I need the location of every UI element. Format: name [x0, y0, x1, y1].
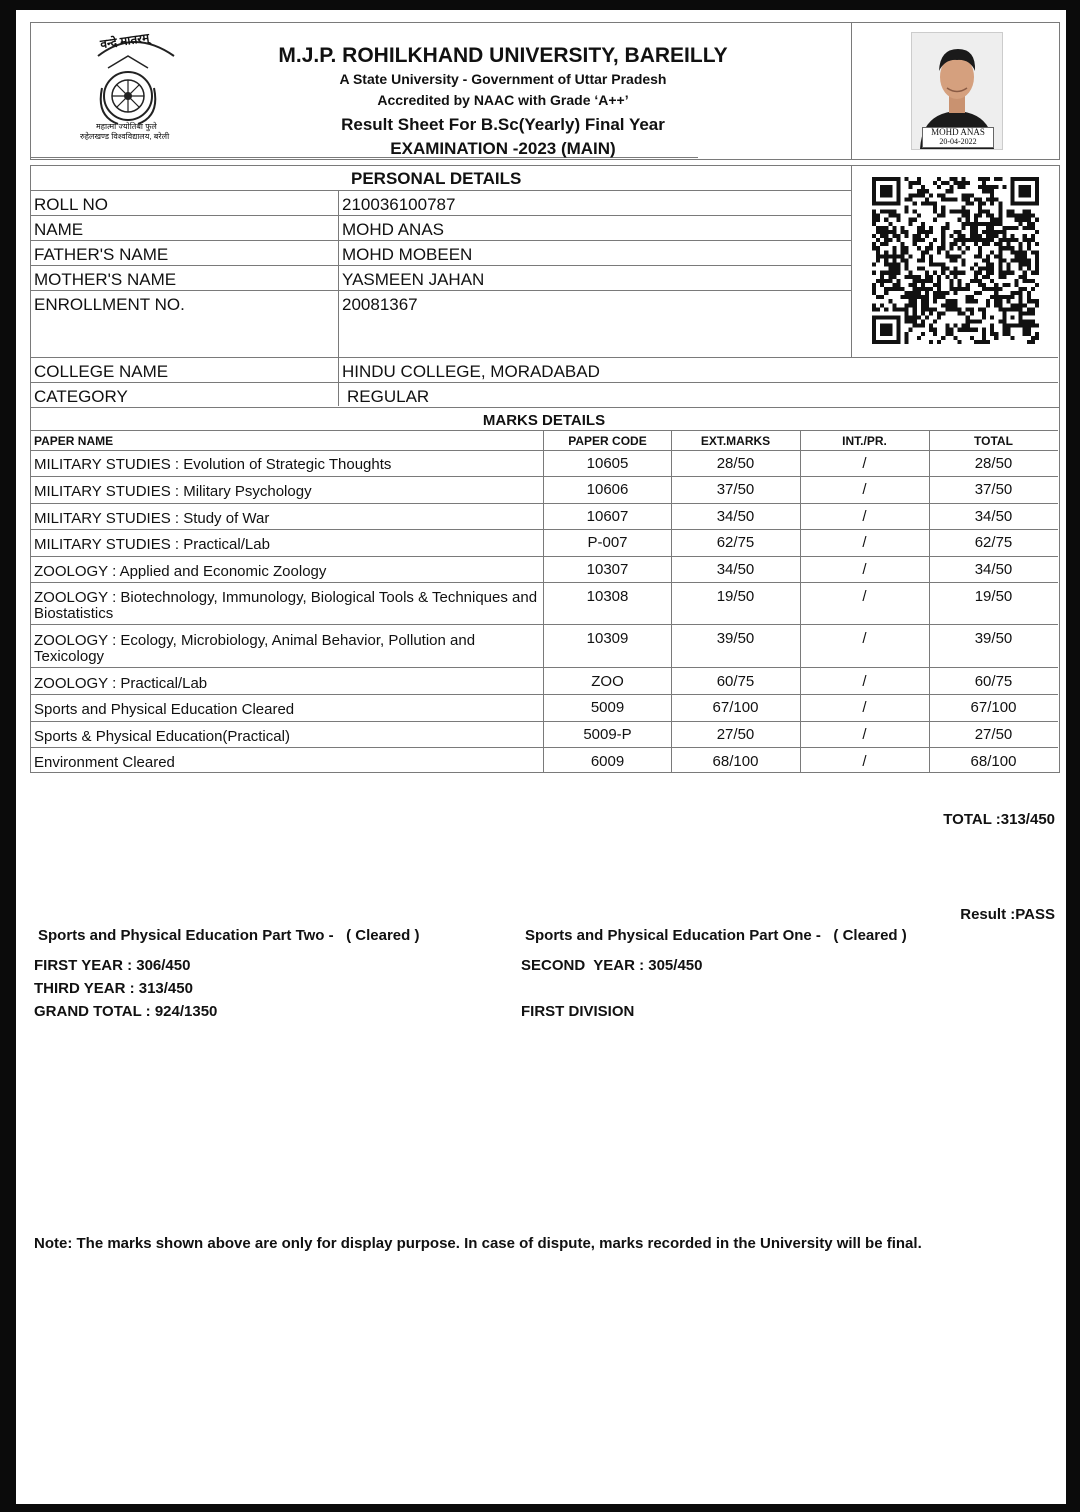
table-row-paper-name: ZOOLOGY : Ecology, Microbiology, Animal Behavior, Pollution and Texicology: [34, 632, 476, 665]
college-name-label: COLLEGE NAME: [34, 362, 169, 381]
table-row-paper-code: 5009-P: [583, 726, 632, 743]
table-row-total: 39/50: [974, 630, 1013, 647]
table-row-total: 34/50: [974, 508, 1013, 525]
table-row-ext-marks: 19/50: [716, 588, 755, 605]
father-name-label: FATHER'S NAME: [34, 245, 169, 264]
overall-total: TOTAL :313/450: [943, 811, 1055, 828]
col-header-int-pr: INT./PR.: [842, 434, 887, 448]
table-row-int-pr: /: [862, 455, 867, 472]
table-row-paper-code: ZOO: [591, 673, 624, 690]
table-row-ext-marks: 34/50: [716, 508, 755, 525]
personal-details-title: PERSONAL DETAILS: [351, 169, 522, 188]
table-row-paper-name: MILITARY STUDIES : Evolution of Strategic Thoughts: [34, 456, 392, 473]
first-year-marks: FIRST YEAR : 306/450: [34, 957, 191, 974]
table-row-ext-marks: 62/75: [716, 534, 755, 551]
father-name-value: MOHD MOBEEN: [342, 245, 473, 264]
table-row-paper-name: Sports & Physical Education(Practical): [34, 728, 290, 745]
roll-no-label: ROLL NO: [34, 195, 109, 214]
result-status: Result :PASS: [960, 906, 1055, 923]
table-row-total: 37/50: [974, 481, 1013, 498]
table-row-paper-code: P-007: [587, 534, 628, 551]
table-row-paper-code: 10607: [586, 508, 629, 525]
name-label: NAME: [34, 220, 84, 239]
table-row-paper-code: 10308: [586, 588, 629, 605]
table-row-paper-code: 10606: [586, 481, 629, 498]
qr-code: [872, 177, 1039, 344]
table-row-int-pr: /: [862, 588, 867, 605]
grand-total: GRAND TOTAL : 924/1350: [34, 1003, 218, 1020]
table-row-total: 67/100: [970, 699, 1017, 716]
table-row-int-pr: /: [862, 481, 867, 498]
second-year-marks: SECOND YEAR : 305/450: [521, 957, 703, 974]
table-row-total: 62/75: [974, 534, 1013, 551]
college-name-value: HINDU COLLEGE, MORADABAD: [342, 362, 600, 381]
sports-part-two-status: Sports and Physical Education Part Two - ( Cleared ): [38, 927, 420, 944]
enrollment-value: 20081367: [342, 295, 418, 314]
table-row-ext-marks: 60/75: [716, 673, 755, 690]
table-row-total: 27/50: [974, 726, 1013, 743]
table-row-paper-name: MILITARY STUDIES : Study of War: [34, 510, 270, 527]
sheet-title: Result Sheet For B.Sc(Yearly) Final Year: [341, 115, 665, 134]
table-row-paper-name: MILITARY STUDIES : Military Psychology: [34, 483, 312, 500]
table-row-paper-name: Environment Cleared: [34, 754, 175, 771]
roll-no-value: 210036100787: [342, 195, 456, 214]
table-row-total: 19/50: [974, 588, 1013, 605]
logo-caption-line2: रुहेलखण्ड विश्वविद्यालय, बरेली: [80, 132, 170, 141]
mother-name-value: YASMEEN JAHAN: [342, 270, 485, 289]
category-value: REGULAR: [347, 387, 430, 406]
table-row-ext-marks: 67/100: [712, 699, 759, 716]
marks-details-title: MARKS DETAILS: [482, 412, 606, 429]
table-row-int-pr: /: [862, 534, 867, 551]
disclaimer-note: Note: The marks shown above are only for display purpose. In case of dispute, marks recorded in the University will be final.: [34, 1235, 922, 1252]
table-row-total: 68/100: [970, 753, 1017, 770]
col-header-total: TOTAL: [974, 434, 1013, 448]
table-row-paper-name: Sports and Physical Education Cleared: [34, 701, 295, 718]
col-header-ext-marks: EXT.MARKS: [700, 434, 771, 448]
division: FIRST DIVISION: [521, 1003, 635, 1020]
table-row-paper-name: ZOOLOGY : Practical/Lab: [34, 675, 208, 692]
table-row-ext-marks: 37/50: [716, 481, 755, 498]
table-row-int-pr: /: [862, 508, 867, 525]
naac-line: Accredited by NAAC with Grade ‘A++’: [377, 92, 629, 108]
table-row-paper-name: ZOOLOGY : Applied and Economic Zoology: [34, 563, 327, 580]
table-row-paper-code: 5009: [590, 699, 625, 716]
col-header-paper-code: PAPER CODE: [568, 434, 647, 448]
table-row-ext-marks: 27/50: [716, 726, 755, 743]
third-year-marks: THIRD YEAR : 313/450: [34, 980, 193, 997]
exam-title: EXAMINATION -2023 (MAIN): [390, 139, 616, 158]
table-row-paper-code: 6009: [590, 753, 625, 770]
category-label: CATEGORY: [34, 387, 128, 406]
table-row-int-pr: /: [862, 753, 867, 770]
state-line: A State University - Government of Uttar Pradesh: [339, 71, 667, 87]
logo-top-text: वन्दे मातरम्: [99, 30, 151, 52]
photo-caption-name: MOHD ANAS: [931, 127, 985, 137]
table-row-paper-code: 10307: [586, 561, 629, 578]
table-row-paper-name: MILITARY STUDIES : Practical/Lab: [34, 536, 270, 553]
enrollment-label: ENROLLMENT NO.: [34, 295, 185, 314]
table-row-int-pr: /: [862, 630, 867, 647]
photo-caption-date: 20-04-2022: [939, 137, 977, 146]
table-row-int-pr: /: [862, 726, 867, 743]
table-row-ext-marks: 28/50: [716, 455, 755, 472]
table-row-total: 28/50: [974, 455, 1013, 472]
col-header-paper-name: PAPER NAME: [34, 434, 114, 448]
table-row-paper-code: 10309: [586, 630, 629, 647]
university-name: M.J.P. ROHILKHAND UNIVERSITY, BAREILLY: [278, 44, 728, 67]
table-row-total: 60/75: [974, 673, 1013, 690]
table-row-int-pr: /: [862, 561, 867, 578]
table-row-ext-marks: 39/50: [716, 630, 755, 647]
mother-name-label: MOTHER'S NAME: [34, 270, 177, 289]
table-row-ext-marks: 34/50: [716, 561, 755, 578]
sports-part-one-status: Sports and Physical Education Part One - ( Cleared ): [525, 927, 907, 944]
table-row-total: 34/50: [974, 561, 1013, 578]
table-row-paper-name: ZOOLOGY : Biotechnology, Immunology, Biological Tools & Techniques and Biostatistics: [34, 589, 538, 622]
logo-caption-line1: महात्मा ज्योतिबा फुले: [96, 122, 157, 131]
name-value: MOHD ANAS: [342, 220, 445, 239]
table-row-ext-marks: 68/100: [712, 753, 759, 770]
table-row-int-pr: /: [862, 699, 867, 716]
table-row-int-pr: /: [862, 673, 867, 690]
table-row-paper-code: 10605: [586, 455, 629, 472]
